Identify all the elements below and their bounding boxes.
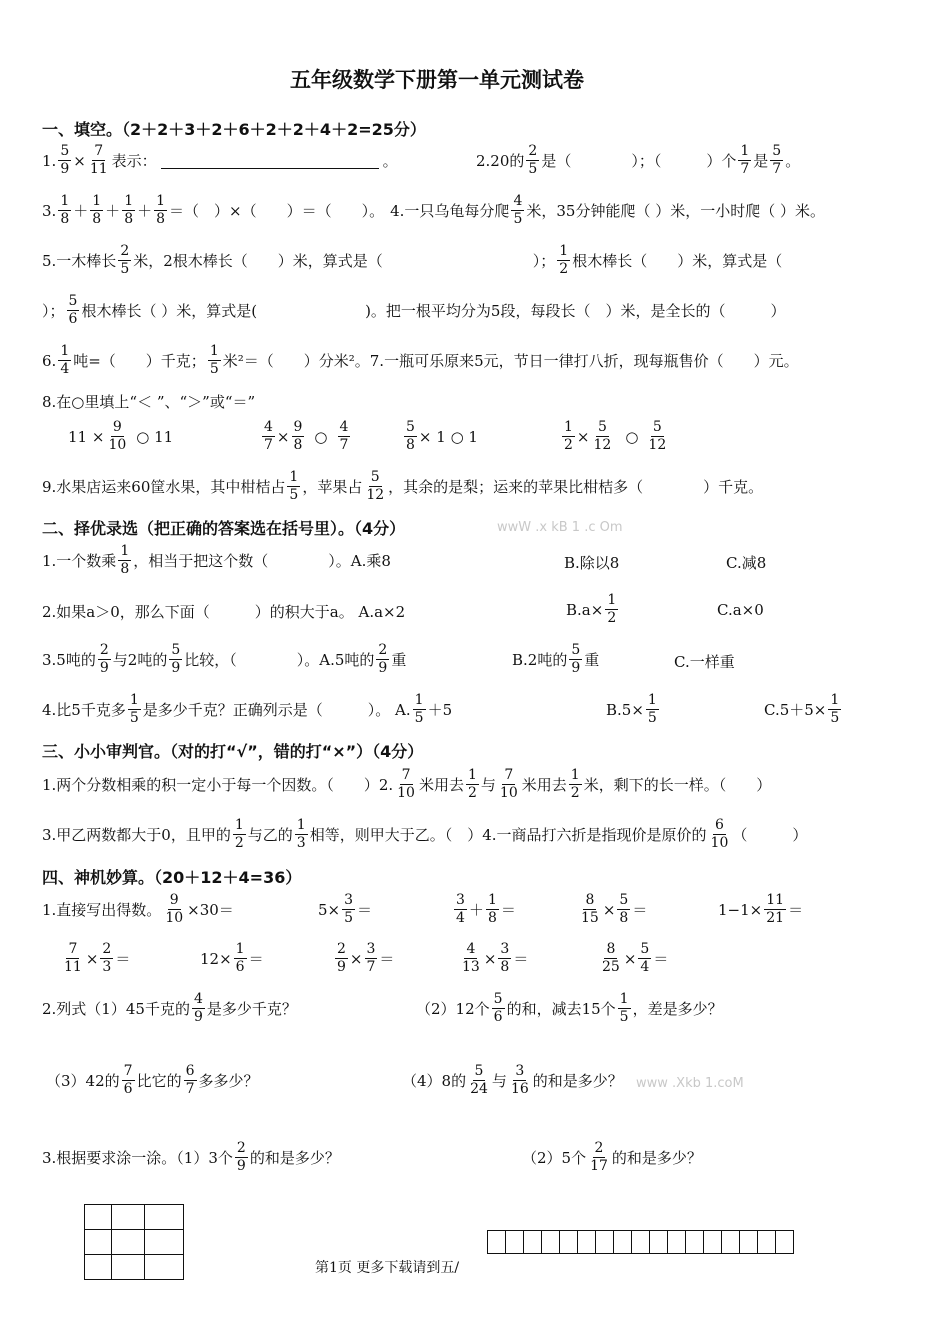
fraction: 6 10	[710, 817, 729, 851]
fraction: 5 24	[470, 1063, 488, 1097]
fraction: $\frac{2}{3}$	[102, 941, 112, 975]
strip-cell[interactable]	[524, 1231, 542, 1254]
fraction: $\frac{7}{11}$	[89, 143, 108, 177]
fraction: $\frac{4}{13}$	[462, 941, 480, 975]
fraction: $\frac{11}{21}$	[766, 892, 785, 926]
fraction: 5 6	[68, 293, 78, 327]
fraction: 1 5	[129, 692, 139, 726]
grid-cell[interactable]	[112, 1205, 145, 1230]
fraction: 1 2	[467, 767, 477, 801]
strip-cell[interactable]	[506, 1231, 524, 1254]
question-2-4: 4.比5千克多 1 5 是多少千克？正确列示是（ ）。 A. 1 5 ＋5	[42, 692, 453, 726]
fraction: 1 2	[559, 243, 569, 277]
fraction: 1 2	[570, 767, 580, 801]
calc-item: $\frac{7}{11}$ × $\frac{2}{3}$ ＝	[64, 941, 131, 975]
fraction: 1 5	[209, 343, 219, 377]
question-2-2: 2.如果a＞0，那么下面（ ）的积大于a。 A.a×2	[42, 603, 406, 621]
section-1-heading: 一、填空。（2＋2＋3＋2＋6＋2＋2＋4＋2=25分）	[42, 120, 426, 139]
word-problem-3: （3）42的 7 6 比它的 6 7 多多少？	[46, 1063, 259, 1097]
fraction: 1 3	[296, 817, 306, 851]
grid-cell[interactable]	[85, 1230, 112, 1255]
section-4-heading: 四、神机妙算。（20＋12＋4=36）	[42, 868, 302, 887]
fraction: 5 9	[571, 642, 581, 676]
strip-cell[interactable]	[686, 1231, 704, 1254]
question-1-8: 8.在○里填上“＜ ”、“＞”或“＝”	[42, 393, 256, 411]
fraction: $\frac{9}{8}$	[293, 419, 303, 453]
fraction: 2 9	[236, 1140, 246, 1174]
fraction: $\frac{5}{4}$	[640, 941, 650, 975]
fraction: 1 8	[487, 892, 497, 926]
strip-cell[interactable]	[596, 1231, 614, 1254]
question-1-5: 5.一木棒长 2 5 米，2根木棒长（ ）米，算式是（ ）； 1 2 根木棒长（ ）米，算式是（	[42, 243, 783, 277]
strip-cell[interactable]	[542, 1231, 560, 1254]
fraction: 1 8	[124, 193, 134, 227]
fraction: $\frac{2}{9}$	[337, 941, 346, 975]
option-c: C.减8	[726, 554, 767, 572]
calc-item: 1−1× $\frac{11}{21}$ ＝	[718, 892, 804, 926]
calc-item: $\frac{4}{13}$ × $\frac{3}{8}$ ＝	[462, 941, 529, 975]
compare-item-2: $\frac{4}{7}$ × $\frac{9}{8}$ ○ 4 7	[264, 419, 349, 453]
question-3-3-4: 3.甲乙两数都大于0，且甲的 1 2 与乙的 1 3 相等，则甲大于乙。（ ）4.一商品打六折是指现价是原价的 6 10 （ ）	[42, 817, 808, 851]
word-problem-2: （2）12个 5 6 的和，减去15个 1 5 ，差是多少？	[416, 991, 723, 1025]
question-2-1: 1.一个数乘 1 8 ，相当于把这个数（ ）。A.乘8	[42, 543, 391, 577]
fraction: $\frac{5}{9}$	[60, 143, 70, 177]
compare-item-1: 11 × $\frac{9}{10}$ ○ 11	[68, 419, 174, 453]
word-problem-1: 2.列式（1）45千克的 4 9 是多少千克？	[42, 991, 297, 1025]
compare-item-4: $\frac{1}{2}$ × $\frac{5}{12}$ ○ 5 12	[564, 419, 667, 453]
calc-item: 3 4 ＋ 1 8 ＝	[456, 892, 516, 926]
grid-cell[interactable]	[145, 1255, 184, 1280]
question-3-1-2: 1.两个分数相乘的积一定小于每一个因数。（ ）2. 7 10 米用去 1 2 与 7 10 米用去 1 2 米，剩下的长一样。（ ）	[42, 767, 772, 801]
strip-cell[interactable]	[758, 1231, 776, 1254]
strip-cell[interactable]	[650, 1231, 668, 1254]
fraction: 1 2	[234, 817, 244, 851]
fraction: 1 8	[60, 193, 70, 227]
page-footer: 第1页 更多下载请到五/	[315, 1260, 460, 1276]
watermark: wwW .x kB 1 .c Om	[497, 520, 623, 535]
option-b: B.a× $\frac{1}{2}$	[566, 592, 617, 626]
strip-cell[interactable]	[740, 1231, 758, 1254]
word-problem-4: （4）8的 5 24 与 3 16 的和是多少？	[402, 1063, 623, 1097]
paint-strip-1x17	[487, 1230, 794, 1254]
fraction: 1 8	[92, 193, 102, 227]
calc-item: $\frac{8}{25}$ × $\frac{5}{4}$ ＝	[602, 941, 669, 975]
grid-cell[interactable]	[85, 1205, 112, 1230]
grid-cell[interactable]	[145, 1230, 184, 1255]
fraction: 1 4	[60, 343, 70, 377]
fraction: $\frac{8}{15}$	[581, 892, 599, 926]
fraction: 2 9	[378, 642, 388, 676]
section-2-heading: 二、择优录选（把正确的答案选在括号里）。（4分）	[42, 519, 406, 538]
fraction: $\frac{5}{8}$	[406, 419, 415, 453]
strip-cell[interactable]	[722, 1231, 740, 1254]
fraction: 3 16	[510, 1063, 529, 1097]
fraction: 1 8	[120, 543, 130, 577]
option-b: B.除以8	[564, 554, 620, 572]
fraction: 5 6	[493, 991, 503, 1025]
grid-cell[interactable]	[112, 1230, 145, 1255]
fraction: 5 9	[171, 642, 181, 676]
fraction: 3 4	[456, 892, 465, 926]
fraction: 6 7	[185, 1063, 195, 1097]
strip-cell[interactable]	[704, 1231, 722, 1254]
fraction: 7 10	[499, 767, 518, 801]
fraction: 2 5	[120, 243, 130, 277]
fraction: 4 5	[513, 193, 523, 227]
strip-cell[interactable]	[578, 1231, 596, 1254]
fraction: 5 12	[648, 419, 667, 453]
option-b: B.5× $\frac{1}{5}$	[606, 692, 657, 726]
fraction: $\frac{7}{11}$	[64, 941, 82, 975]
option-b: B.2吨的 5 9 重	[512, 642, 600, 676]
strip-cell[interactable]	[560, 1231, 578, 1254]
fraction: 2 5	[528, 143, 538, 177]
fraction: $\frac{1}{2}$	[564, 419, 573, 453]
section-3-heading: 三、小小审判官。（对的打“√”，错的打“×”）（4分）	[42, 742, 424, 761]
fraction: $\frac{3}{8}$	[500, 941, 510, 975]
fraction: 5 7	[772, 143, 782, 177]
fraction: $\frac{3}{7}$	[366, 941, 376, 975]
strip-cell[interactable]	[632, 1231, 650, 1254]
fraction: $\frac{3}{5}$	[344, 892, 354, 926]
compare-item-3: $\frac{5}{8}$ × 1 ○ 1	[406, 419, 478, 453]
calc-row-1: 1.直接写出得数。 $\frac{9}{10}$ ×30＝	[42, 892, 234, 926]
fraction: 2 9	[99, 642, 109, 676]
option-c: C.一样重	[674, 653, 735, 671]
question-1-2: 2.20的 2 5 是（ ）；（ ）个 1 7 是 5 7 。	[476, 143, 801, 177]
fraction: $\frac{5}{8}$	[619, 892, 629, 926]
question-2-3: 3.5吨的 2 9 与2吨的 5 9 比较，（ ）。A.5吨的 2 9 重	[42, 642, 407, 676]
question-1-5-cont: ）； 5 6 根木棒长（ ）米，算式是( )。把一根平均分为5段，每段长（ ）米，是全长的（ ）	[42, 293, 786, 327]
grid-cell[interactable]	[145, 1205, 184, 1230]
answer-blank	[161, 152, 379, 169]
fraction: 1 8	[156, 193, 166, 227]
calc-item: 12× $\frac{1}{6}$ ＝	[200, 941, 264, 975]
fraction: 7 6	[123, 1063, 133, 1097]
question-1-6-7: 6. 1 4 吨=（ ）千克； 1 5 米²＝（ ）分米²。7.一瓶可乐原来5元，节日一律打八折，现每瓶售价（ ）元。	[42, 343, 799, 377]
paint-grid-3x3	[84, 1204, 184, 1280]
grid-cell[interactable]	[112, 1255, 145, 1280]
fraction: 4 7	[339, 419, 349, 453]
fraction: $\frac{5}{12}$	[593, 419, 612, 453]
fraction: 2 17	[590, 1140, 608, 1174]
fraction: $\frac{8}{25}$	[602, 941, 620, 975]
calc-item: $\frac{2}{9}$ × $\frac{3}{7}$ ＝	[337, 941, 395, 975]
fraction: 1 5	[414, 692, 424, 726]
fraction: 4 9	[193, 991, 203, 1025]
fraction: 7 10	[397, 767, 415, 801]
question-1-1: 1. $\frac{5}{9}$ × $\frac{7}{11}$ 表示： 。	[42, 143, 398, 177]
strip-cell[interactable]	[614, 1231, 632, 1254]
watermark: www .Xkb 1.coM	[636, 1076, 744, 1091]
option-c: C.5＋5× $\frac{1}{5}$	[764, 692, 840, 726]
fraction: $\frac{4}{7}$	[264, 419, 273, 453]
fraction: $\frac{1}{6}$	[235, 941, 245, 975]
fraction: $\frac{9}{10}$	[108, 419, 127, 453]
fraction: 5 12	[366, 469, 385, 503]
fraction: 1 5	[619, 991, 629, 1025]
calc-item: $\frac{8}{15}$ × $\frac{5}{8}$ ＝	[581, 892, 648, 926]
strip-cell[interactable]	[668, 1231, 686, 1254]
strip-cell[interactable]	[776, 1231, 794, 1254]
fraction: $\frac{1}{2}$	[607, 592, 617, 626]
strip-cell[interactable]	[488, 1231, 506, 1254]
fraction: $\frac{9}{10}$	[165, 892, 184, 926]
fraction: 1 7	[740, 143, 750, 177]
paint-question-2: （2）5个 2 17 的和是多少？	[522, 1140, 702, 1174]
question-1-3: 3. 1 8 ＋ 1 8 ＋ 1 8 ＋ 1 8 ＝（ ）×（ ）＝（ ）。 4.一只乌龟每分爬 4 5 米，35分钟能爬（ ）米，一小时爬（ ）米。	[42, 193, 825, 227]
paint-question-1: 3.根据要求涂一涂。（1）3个 2 9 的和是多少？	[42, 1140, 340, 1174]
fraction: $\frac{1}{5}$	[830, 692, 840, 726]
fraction: $\frac{1}{5}$	[647, 692, 657, 726]
fraction: 1 5	[289, 469, 299, 503]
question-1-9: 9.水果店运来60筐水果，其中柑桔占 1 5 ，苹果占 5 12 ，其余的是梨；运来的苹果比柑桔多（ ）千克。	[42, 469, 764, 503]
grid-cell[interactable]	[85, 1255, 112, 1280]
page-title: 五年级数学下册第一单元测试卷	[290, 68, 584, 92]
option-c: C.a×0	[717, 601, 764, 619]
calc-item: 5× $\frac{3}{5}$ ＝	[318, 892, 373, 926]
